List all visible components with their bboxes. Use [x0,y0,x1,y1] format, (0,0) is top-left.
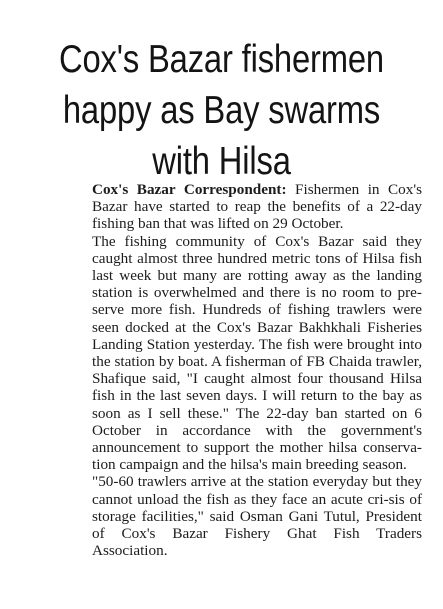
lead-text: Fishermen in Cox's Bazar have started to reap the benefits of a 22-day fishing ban that was lifted on 29 October. [92,181,423,233]
headline-line-3: with Hilsa [152,140,291,183]
body-paragraph: The fishing community of Cox's Bazar said they caught almost three hundred metric tons of Hilsa fish last week but many are rotting away as the landing station is overwhelmed and there is no room to pre-serve more fish. Hundreds of fishing trawlers were seen docked at the Cox's Bazar Bakhkhali Fisheries Landing Station yesterday. The fish were brought into the station by boat. A fisherman of FB Chaida trawler, Shafique said, "I caught almost four thousand Hilsa fish in the last seven days. I will return to the bay as soon as I sell these." The 22-day ban started on 6 October in accordance with the government's announcement to support the mother hilsa conserva-tion campaign and the hilsa's main breeding season. [92,232,422,474]
headline-line-2: happy as Bay swarms [62,89,381,132]
lead-paragraph [92,181,422,233]
quote-paragraph: "50-60 trawlers arrive at the station everyday but they cannot unload the fish as they face an acute cri-sis of storage facilities," said Osman Gani Tutul, President of Cox's Bazar Fishery Ghat Fish Traders Association. [92,473,422,560]
article-body [92,181,422,559]
byline: Cox's Bazar Correspondent: [92,181,287,198]
article-headline [47,34,396,187]
headline-line-1: Cox's Bazar fishermen [58,38,384,81]
